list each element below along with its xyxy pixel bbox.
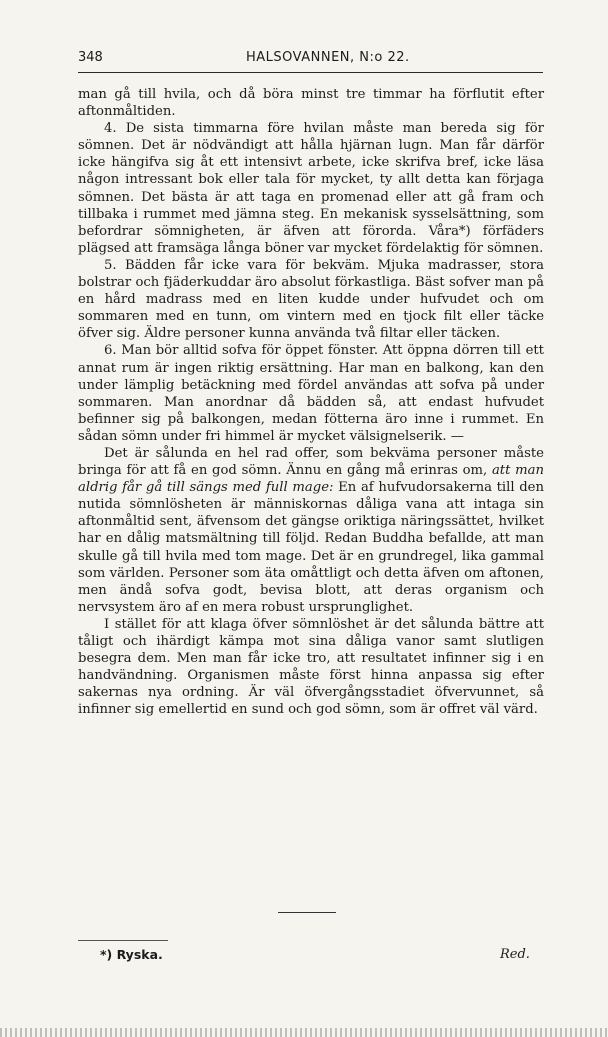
emphasized-rule: att man aldrig får gå till sängs med full mage: (78, 463, 544, 496)
page-header (78, 50, 543, 72)
paragraph-point-5: 5. Bädden får icke vara för bekväm. Mjuka madrasser, stora bolstrar och fjäderkuddar äro absolut förkastliga. Bäst sofver man på en hård madrass med en liten kudde under hufvudet och om sommaren med en tunn, om vintern med en tjock filt eller täcke öfver sig. Äldre personer kunna använda två filtar eller täcken. (78, 257, 544, 342)
page-edge (0, 1028, 608, 1037)
section-separator (278, 912, 336, 913)
paragraph-summary-start: Det är sålunda en hel rad offer, som bekväma personer måste bringa för att få en god sömn. Ännu en gång må erinras om, (78, 445, 544, 479)
page-number: 348 (78, 50, 103, 65)
paragraph-conclusion: I stället för att klaga öfver sömnlöshet är det sålunda bättre att tåligt och ihärdigt kämpa mot sina dåliga vanor samt slutligen besegra dem. Men man får icke tro, att resultatet infinner sig i en handvändning. Organismen måste först hinna anpassa sig efter sakernas nya ordning. Är väl öfvergångsstadiet öfvervunnet, så infinner sig emellertid en sund och god sömn, som är offret väl värd. (78, 616, 544, 718)
footnote-rule (78, 940, 168, 941)
paragraph-point-6: 6. Man bör alltid sofva för öppet fönster. Att öppna dörren till ett annat rum är ingen riktig ersättning. Har man en balkong, kan den under lämplig betäckning med fördel användas att sofva på under sommaren. Man anordnar då bädden så, att endast hufvudet befinner sig på balkongen, medan fötterna äro inne i rummet. En sådan sömn under fri himmel är mycket välsignelserik. — (78, 343, 544, 444)
paragraph-summary-end: En af hufvudorsakerna till den nutida sömnlösheten är människornas dåliga vana att intaga sin aftonmåltid sent, äfvensom det gängse oriktiga näringssättet, hvilket har en dålig matsmältning till följd. Redan Buddha befallde, att man skulle gå till hvila med tom mage. Det är en grundregel, lika gammal som världen. Personer som äta omåttligt och detta äfven om aftonen, men ändå sofva godt, bevisa blott, att deras organism och nervsystem äro af en mera robust ursprunglighet. (78, 480, 544, 615)
paragraph-point-4: 4. De sista timmarna före hvilan måste man bereda sig för sömnen. Det är nödvändigt att hålla hjärnan lugn. Man får därför icke hängifva sig åt ett intensivt arbete, icke skrifva bref, icke läsa någon intressant bok eller tala för mycket, ty allt detta kan förjaga sömnen. Det bästa är att taga en promenad eller att gå fram och tillbaka i rummet med jämna steg. En mekanisk sysselsättning, som befordrar sömnigheten, är äfven att förorda. Våra*) förfäders plägsed att framsäga långa böner var mycket fördelaktig för sömnen. (78, 121, 544, 256)
footnote: *) Ryska. (100, 947, 163, 962)
paragraph-continuation: man gå till hvila, och då böra minst tre timmar ha förflutit efter aftonmåltiden. (78, 87, 544, 120)
editor-signature: Red. (500, 947, 530, 962)
paragraph-summary (78, 445, 544, 616)
running-title: HALSOVANNEN, N:o 22. (246, 50, 410, 65)
header-rule (78, 72, 543, 73)
article-body (78, 86, 544, 718)
